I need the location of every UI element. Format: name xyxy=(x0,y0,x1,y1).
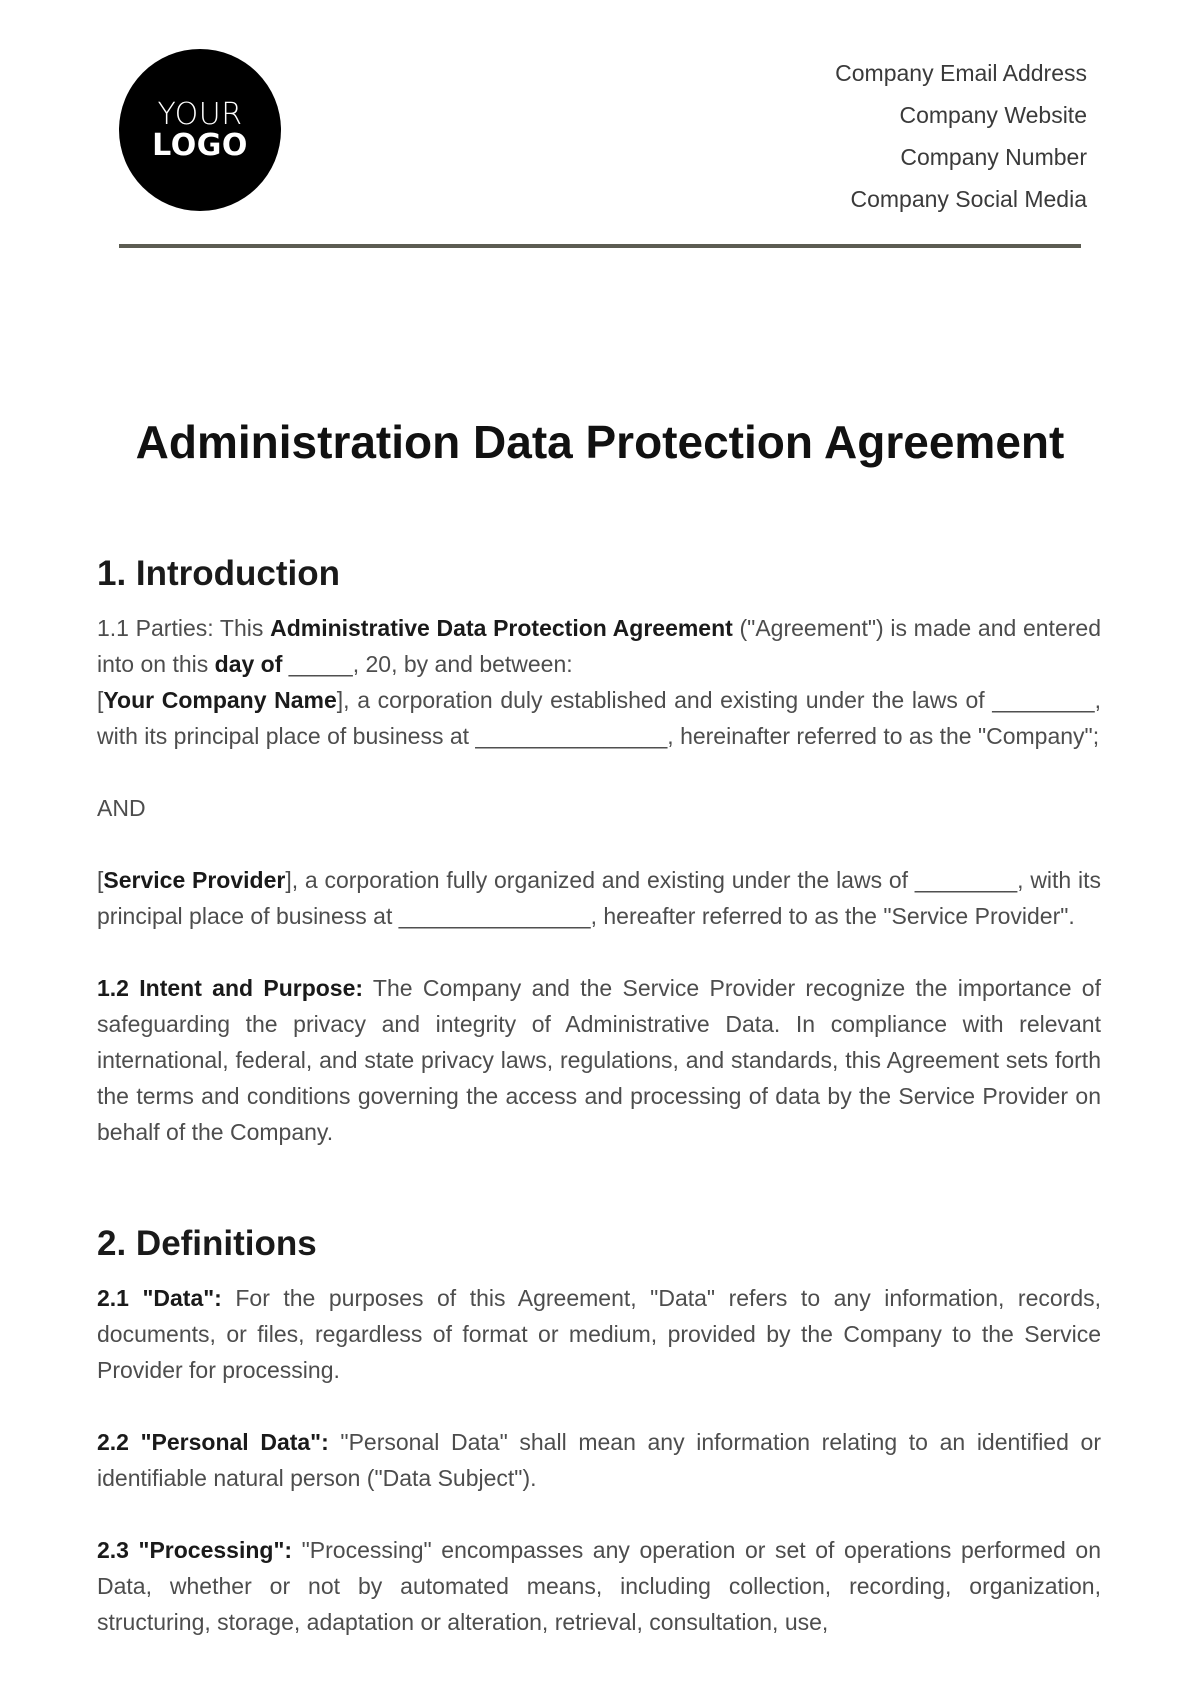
paragraph-and: AND xyxy=(97,795,146,821)
service-provider-placeholder: Service Provider xyxy=(103,867,286,893)
definition-processing xyxy=(97,1532,1101,1640)
paragraph-company-party xyxy=(97,682,1101,754)
text-run: ("Agreement") is made and entered into on this xyxy=(97,615,1101,677)
document-body xyxy=(97,550,1101,1640)
logo-line-2: LOGO xyxy=(152,128,248,163)
company-logo xyxy=(119,49,281,211)
clause-label: 2.3 "Processing": xyxy=(97,1537,293,1563)
clause-label: 1.2 Intent and Purpose: xyxy=(97,975,364,1001)
logo-line-1: YOUR xyxy=(157,96,243,132)
company-email: Company Email Address xyxy=(835,60,1087,86)
text-run: [ xyxy=(97,867,104,893)
text-run: [ xyxy=(97,687,104,713)
company-website: Company Website xyxy=(899,102,1087,128)
section-heading-introduction: 1. Introduction xyxy=(97,554,341,593)
company-name-placeholder: Your Company Name xyxy=(103,687,337,713)
text-run: The Company and the Service Provider recognize the importance of safeguarding the privacy and integrity of Administrative Data. In compliance with relevant international, federal, and state privacy laws, regulations, and standards, this Agreement sets forth the terms and conditions governing the access and processing of data by the Service Provider on behalf of the Company. xyxy=(97,975,1101,1145)
text-run: For the purposes of this Agreement, "Data" refers to any information, records, documents, or files, regardless of format or medium, provided by the Company to the Service Provider for processing. xyxy=(97,1285,1102,1383)
header-divider xyxy=(119,244,1081,248)
clause-label: 2.2 "Personal Data": xyxy=(97,1429,329,1455)
text-run: 1.1 Parties: This xyxy=(97,615,271,641)
company-number: Company Number xyxy=(900,144,1087,170)
day-of-label: day of xyxy=(214,651,283,677)
definition-data xyxy=(97,1280,1101,1388)
agreement-name: Administrative Data Protection Agreement xyxy=(270,615,733,641)
text-run: _____, 20, by and between: xyxy=(282,651,573,677)
clause-label: 2.1 "Data": xyxy=(97,1285,222,1311)
company-contact-block xyxy=(835,52,1087,220)
paragraph-parties xyxy=(97,610,1101,682)
definition-personal-data xyxy=(97,1424,1101,1496)
document-title: Administration Data Protection Agreement xyxy=(135,416,1065,468)
text-run: ], a corporation duly established and existing under the laws of ________, with its principal place of business at _______________, hereinafter referred to as the "Company"; xyxy=(97,687,1101,749)
company-social-media: Company Social Media xyxy=(850,186,1087,212)
paragraph-intent-purpose xyxy=(97,970,1101,1150)
text-run: "Processing" encompasses any operation or set of operations performed on Data, whether or not by automated means, including collection, recording, organization, structuring, storage, adaptation or alteration, retrieval, consultation, use, xyxy=(97,1537,1101,1635)
text-run: "Personal Data" shall mean any information relating to an identified or identifiable natural person ("Data Subject"). xyxy=(97,1429,1101,1491)
section-heading-definitions: 2. Definitions xyxy=(97,1224,317,1263)
text-run: ], a corporation fully organized and existing under the laws of ________, with its principal place of business at _______________, hereafter referred to as the "Service Provider". xyxy=(97,867,1101,929)
paragraph-service-provider-party xyxy=(97,862,1101,934)
